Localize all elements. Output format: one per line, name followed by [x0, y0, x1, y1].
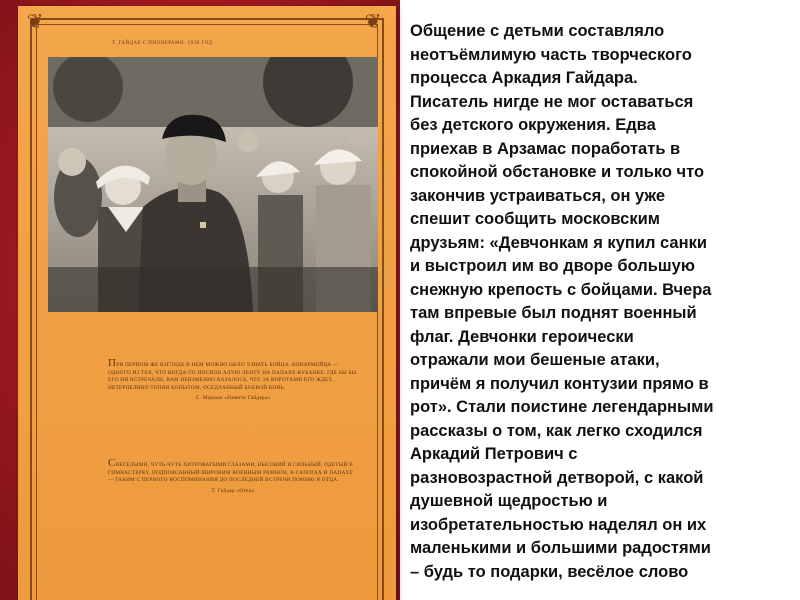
ornament-corner-icon: ❦	[26, 9, 44, 33]
ornament-corner-icon: ❦	[364, 9, 382, 33]
main-text: Общение с детьми составляло неотъёмлимую часть творческого процесса Аркадия Гайдара. Писатель нигде не мог оставаться без детского окружения. Едва приехав в Арзамас поработать в спокойной обстановке и только что закончив устраиваться, он уже спешит сообщить московским друзьям: «Девчонкам я купил санки и выстроил им во дворе большую снежную крепость с бойцами. Вчера там впревые был поднят военный флаг. Девчонки героически отражали мои бешеные атаки, причём я получил контузии прямо в рот». Стали поистине легендарными рассказы о том, как легко сходился Аркадий Петрович с разновозрастной детворой, с какой душевной щедростью и изобретательностью наделял он их маленькими и большими радостями – будь то подарки, весёлое слово	[410, 22, 714, 581]
quote-text: РИ ПЕРВОМ ЖЕ ВЗГЛЯДЕ В НЕМ МОЖНО БЫЛО УЗНАТЬ БОЙЦА, КОНАРМЕЙЦА — ОДНОГО ИЗ ТЕХ, ЧТО КОГДА-ТО НОСИЛИ АЛУЮ ЛЕНТУ НА ПАПАХЕ-КУБАНКЕ. ГДЕ БЫ БЫ ЕГО НИ ВСТРЕЧАЛИ, ВАМ НЕИЗМЕННО КАЗАЛОСЬ, ЧТО ЗА ВОРОТАМИ ЕГО ЖДЕТ, НЕТЕРПЕЛИВО ТОПЯЯ КОПЫТОМ, ОСЕДЛАННЫЙ БОЕВОЙ КОНЬ.	[108, 362, 357, 391]
quote-source: С. Маршак «Памяти Гайдара»	[195, 395, 271, 401]
quote-marshak	[108, 357, 358, 403]
quote-text: ВЕСЕЛЫМИ, ЧУТЬ-ЧУТЬ ХИТРОВАТЫМИ ГЛАЗАМИ, ВЫСОКИЙ И СИЛЬНЫЙ, ОДЕТЫЙ В ГИМНАСТЕРКУ, ПОДПОЯСАННЫЙ ШИРОКИМ ВОЕННЫМ РЕМНЕМ, В САПОГАХ И ПАПАХЕ — ТАКИМ С ПЕРВОГО ВОСПОМИНАНИЯ ДО ПОСЛЕДНЕЙ ВСТРЕЧИ ПОМНЮ Я ОТЦА.	[108, 462, 354, 483]
page-header: Т. ГАЙДАР С ПИОНЕРАМИ. 1938 ГОД	[112, 41, 213, 46]
photo-gaidar-with-children	[48, 57, 378, 312]
quote-t-gaidar	[108, 457, 358, 495]
quote-dropcap: П	[108, 357, 117, 369]
quote-dropcap: С	[108, 457, 116, 469]
quote-source: Т. Гайдар «Отец»	[211, 487, 255, 494]
